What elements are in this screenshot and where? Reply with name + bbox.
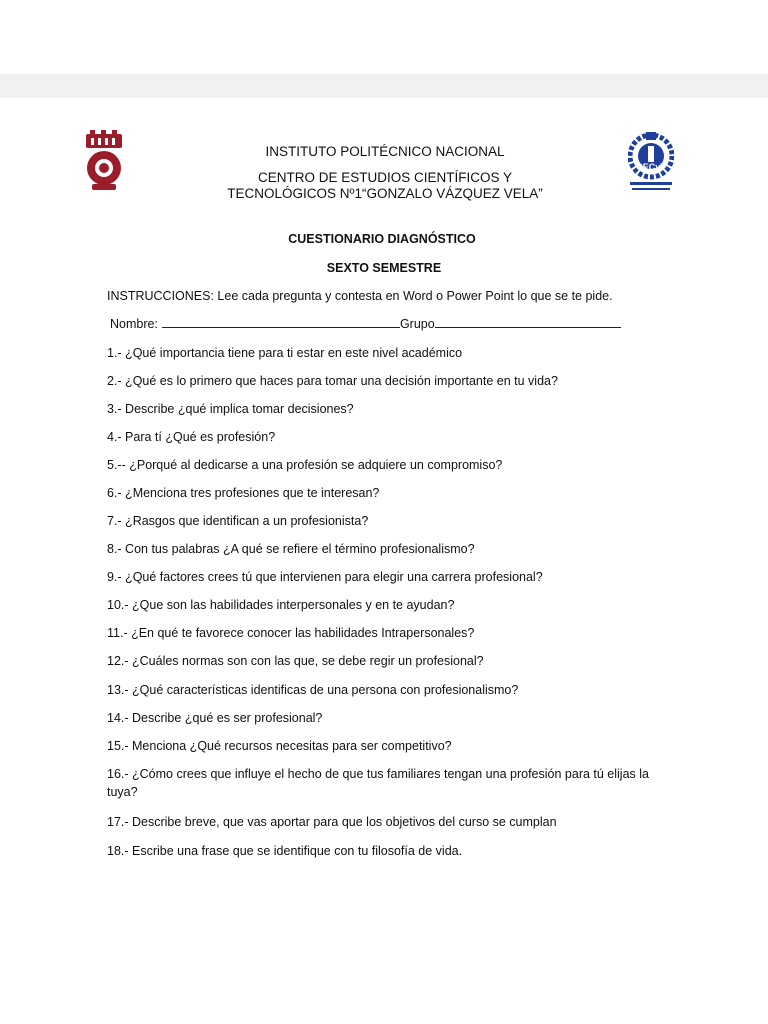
question-item: 14.- Describe ¿qué es ser profesional? [107,711,323,725]
question-item: 2.- ¿Qué es lo primero que haces para tomar una decisión importante en tu vida? [107,374,558,388]
question-item: 9.- ¿Qué factores crees tú que intervienen para elegir una carrera profesional? [107,570,543,584]
center-name-line-2: TECNOLÓGICOS Nº1“GONZALO VÁZQUEZ VELA” [227,186,543,201]
document-subtitle: SEXTO SEMESTRE [326,261,442,275]
document-title: CUESTIONARIO DIAGNÓSTICO [288,232,476,246]
question-item: 6.- ¿Menciona tres profesiones que te interesan? [107,486,380,500]
cecyt-logo-text: CECyT [636,162,666,172]
question-item: 8.- Con tus palabras ¿A qué se refiere el término profesionalismo? [107,542,475,556]
institution-name: INSTITUTO POLITÉCNICO NACIONAL [265,144,505,159]
question-item: 1.- ¿Qué importancia tiene para ti estar en este nivel académico [107,346,463,360]
name-group-line [110,316,621,331]
center-name-line-1: CENTRO DE ESTUDIOS CIENTÍFICOS Y [257,170,513,185]
question-item: 12.- ¿Cuáles normas son con las que, se debe regir un profesional? [107,654,484,668]
name-label: Nombre: [110,317,158,331]
question-item: 16.- ¿Cómo crees que influye el hecho de que tus familiares tengan una profesión para tú elijas la tuya? [107,767,649,799]
header [180,144,590,202]
question-item: 18.- Escribe una frase que se identifique con tu filosofía de vida. [107,844,463,858]
cecyt-logo-icon [628,128,674,200]
question-item: 17.- Describe breve, que vas aportar para que los objetivos del curso se cumplan [107,815,557,829]
question-item: 15.- Menciona ¿Qué recursos necesitas para ser competitivo? [107,739,452,753]
question-item: 13.- ¿Qué características identificas de una persona con profesionalismo? [107,683,519,697]
group-label: Grupo [399,317,435,331]
question-item: 10.- ¿Que son las habilidades interpersonales y en te ayudan? [107,598,455,612]
top-gray-band [0,74,768,98]
group-field[interactable] [435,316,621,328]
question-item: 7.- ¿Rasgos que identifican a un profesionista? [107,514,369,528]
question-item: 4.- Para tí ¿Qué es profesión? [107,430,276,444]
ipn-logo-icon [84,130,124,192]
name-field[interactable] [162,316,400,328]
instructions-text: INSTRUCCIONES: Lee cada pregunta y contesta en Word o Power Point lo que se te pide. [107,289,613,303]
question-item: 3.- Describe ¿qué implica tomar decisiones? [107,402,354,416]
question-item: 11.- ¿En qué te favorece conocer las habilidades Intrapersonales? [107,626,475,640]
question-item: 5.-- ¿Porqué al dedicarse a una profesión se adquiere un compromiso? [107,458,503,472]
